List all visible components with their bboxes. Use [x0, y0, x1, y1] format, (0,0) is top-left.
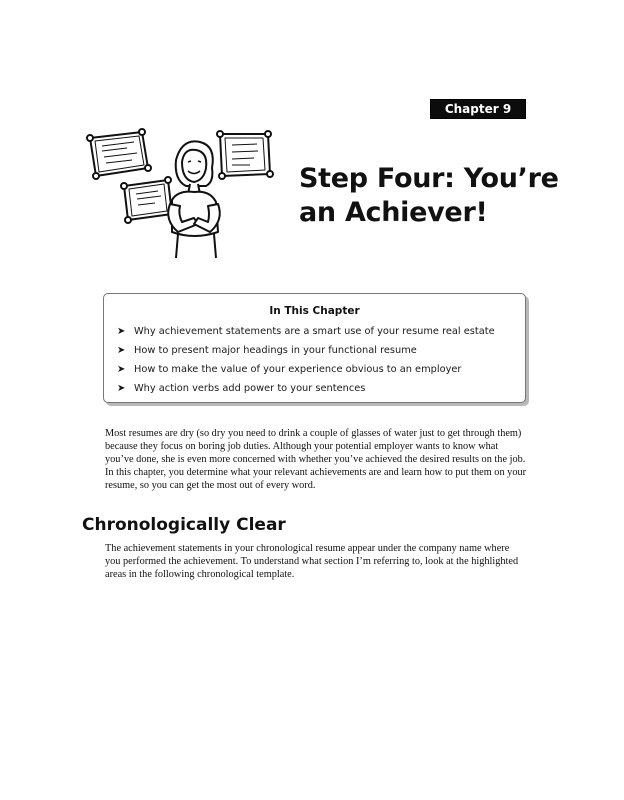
topic-text: Why achievement statements are a smart use of your resume real estate [134, 326, 495, 337]
intro-paragraph: Most resumes are dry (so dry you need to drink a couple of glasses of water just to get through them) because they focus on boring job duties. Although your potential employer wants to know what you’ve done, she is even more concerned with whether you’ve achieved the desired results on the job. In this chapter, you determine what your relevant achievements are and learn how to put them on your resume, so you can get the most out of every word. [105, 428, 527, 491]
arrowhead-bullet-icon: ➤ [117, 345, 126, 356]
woman-with-certificates-illustration [82, 124, 278, 260]
topic-text: How to make the value of your experience obvious to an employer [134, 364, 462, 375]
list-item [117, 360, 495, 379]
list-item [117, 379, 495, 398]
certificate-frame-middle [121, 177, 175, 223]
chapter-number-badge: Chapter 9 [430, 99, 526, 119]
list-item [117, 322, 495, 341]
topic-text: How to present major headings in your functional resume [134, 345, 417, 356]
chapter-title-line2: an Achiever! [299, 197, 488, 228]
arrowhead-bullet-icon: ➤ [117, 383, 126, 394]
section-heading: Chronologically Clear [82, 515, 286, 535]
certificate-frame-left [87, 129, 151, 179]
in-this-chapter-box [103, 293, 526, 403]
smiling-woman-figure [168, 141, 220, 258]
chapter-title [299, 162, 599, 230]
chapter-title-line1: Step Four: You’re [299, 163, 559, 194]
list-item [117, 341, 495, 360]
arrowhead-bullet-icon: ➤ [117, 326, 126, 337]
arrowhead-bullet-icon: ➤ [117, 364, 126, 375]
section-paragraph: The achievement statements in your chronological resume appear under the company name where you performed the achievement. To understand what section I’m referring to, look at the highlighted areas in the following chronological template. [105, 543, 519, 580]
in-this-chapter-heading: In This Chapter [269, 305, 360, 317]
certificate-frame-right [217, 131, 273, 179]
topic-text: Why action verbs add power to your sentences [134, 383, 366, 394]
chapter-topics-list [117, 322, 495, 398]
